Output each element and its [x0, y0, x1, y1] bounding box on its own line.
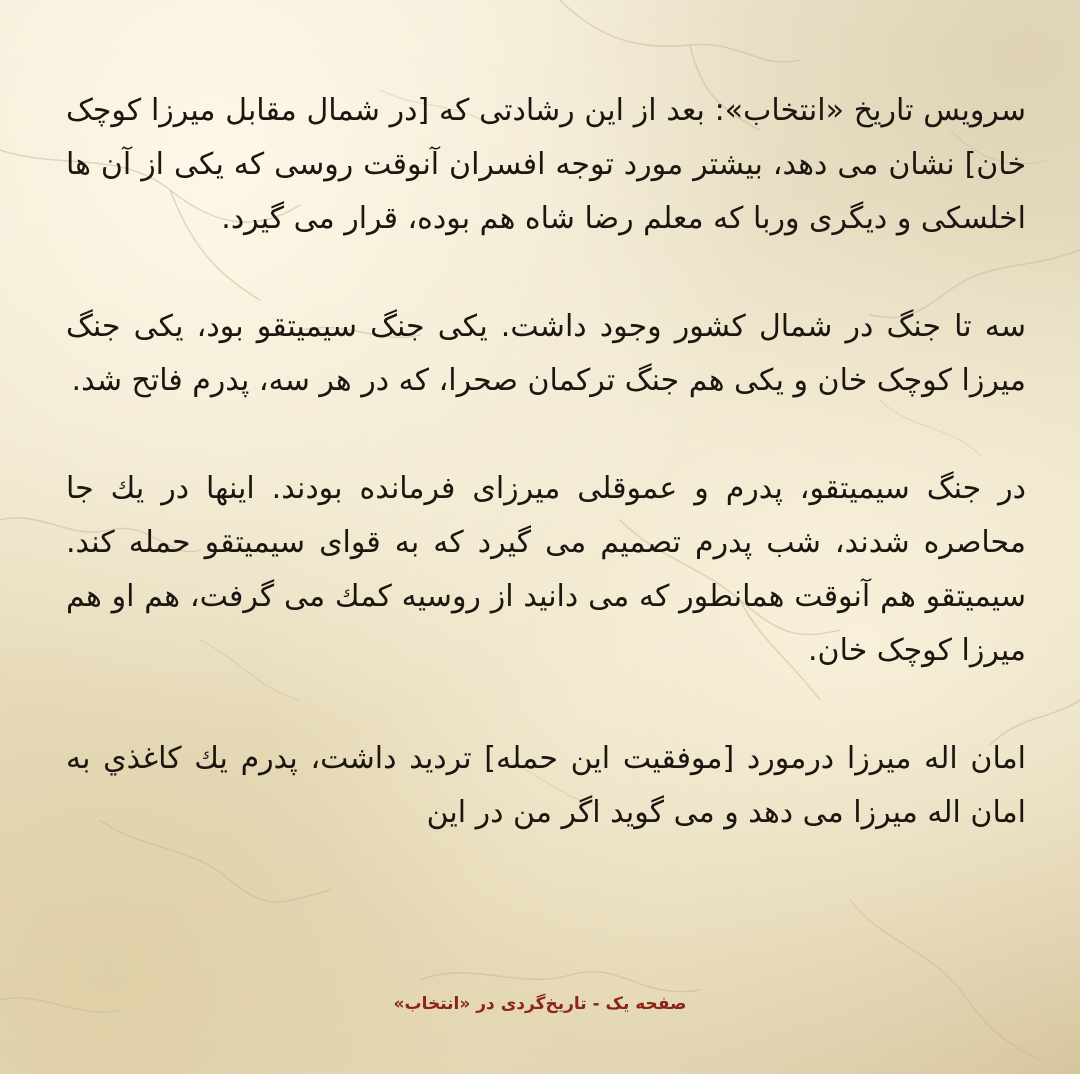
article-paragraph: سه تا جنگ در شمال کشور وجود داشت. یکی جنگ سیمیتقو بود، یکی جنگ میرزا کوچک خان و یکی هم جنگ ترکمان صحرا، که در هر سه، پدرم فاتح شد. — [66, 309, 1026, 398]
article-paragraph: در جنگ سیمیتقو، پدرم و عموقلی میرزای فرمانده بودند. اینها در یك جا محاصره شدند، شب پدرم تصمیم می گیرد که به قوای سیمیتقو حمله کند. سیمیتقو هم آنوقت همانطور که می دانید از روسیه کمك می گرفت، هم او هم میرزا کوچک خان. — [66, 471, 1026, 668]
article-body — [66, 84, 1026, 840]
article-paragraph: سرویس تاریخ «انتخاب»: بعد از این رشادتی که [در شمال مقابل میرزا کوچک خان] نشان می دهد، بیشتر مورد توجه افسران آنوقت روسی که یکی از آن ها اخلسکی و دیگری وربا که معلم رضا شاه هم بوده، قرار می گیرد. — [66, 93, 1026, 236]
page-caption: صفحه یک - تاریخ‌گردی در «انتخاب» — [393, 994, 687, 1014]
article-paragraph: امان اله میرزا درمورد [موفقیت این حمله] تردید داشت، پدرم یك کاغذي به امان اله میرزا می دهد و می گوید اگر من در این — [66, 741, 1026, 830]
